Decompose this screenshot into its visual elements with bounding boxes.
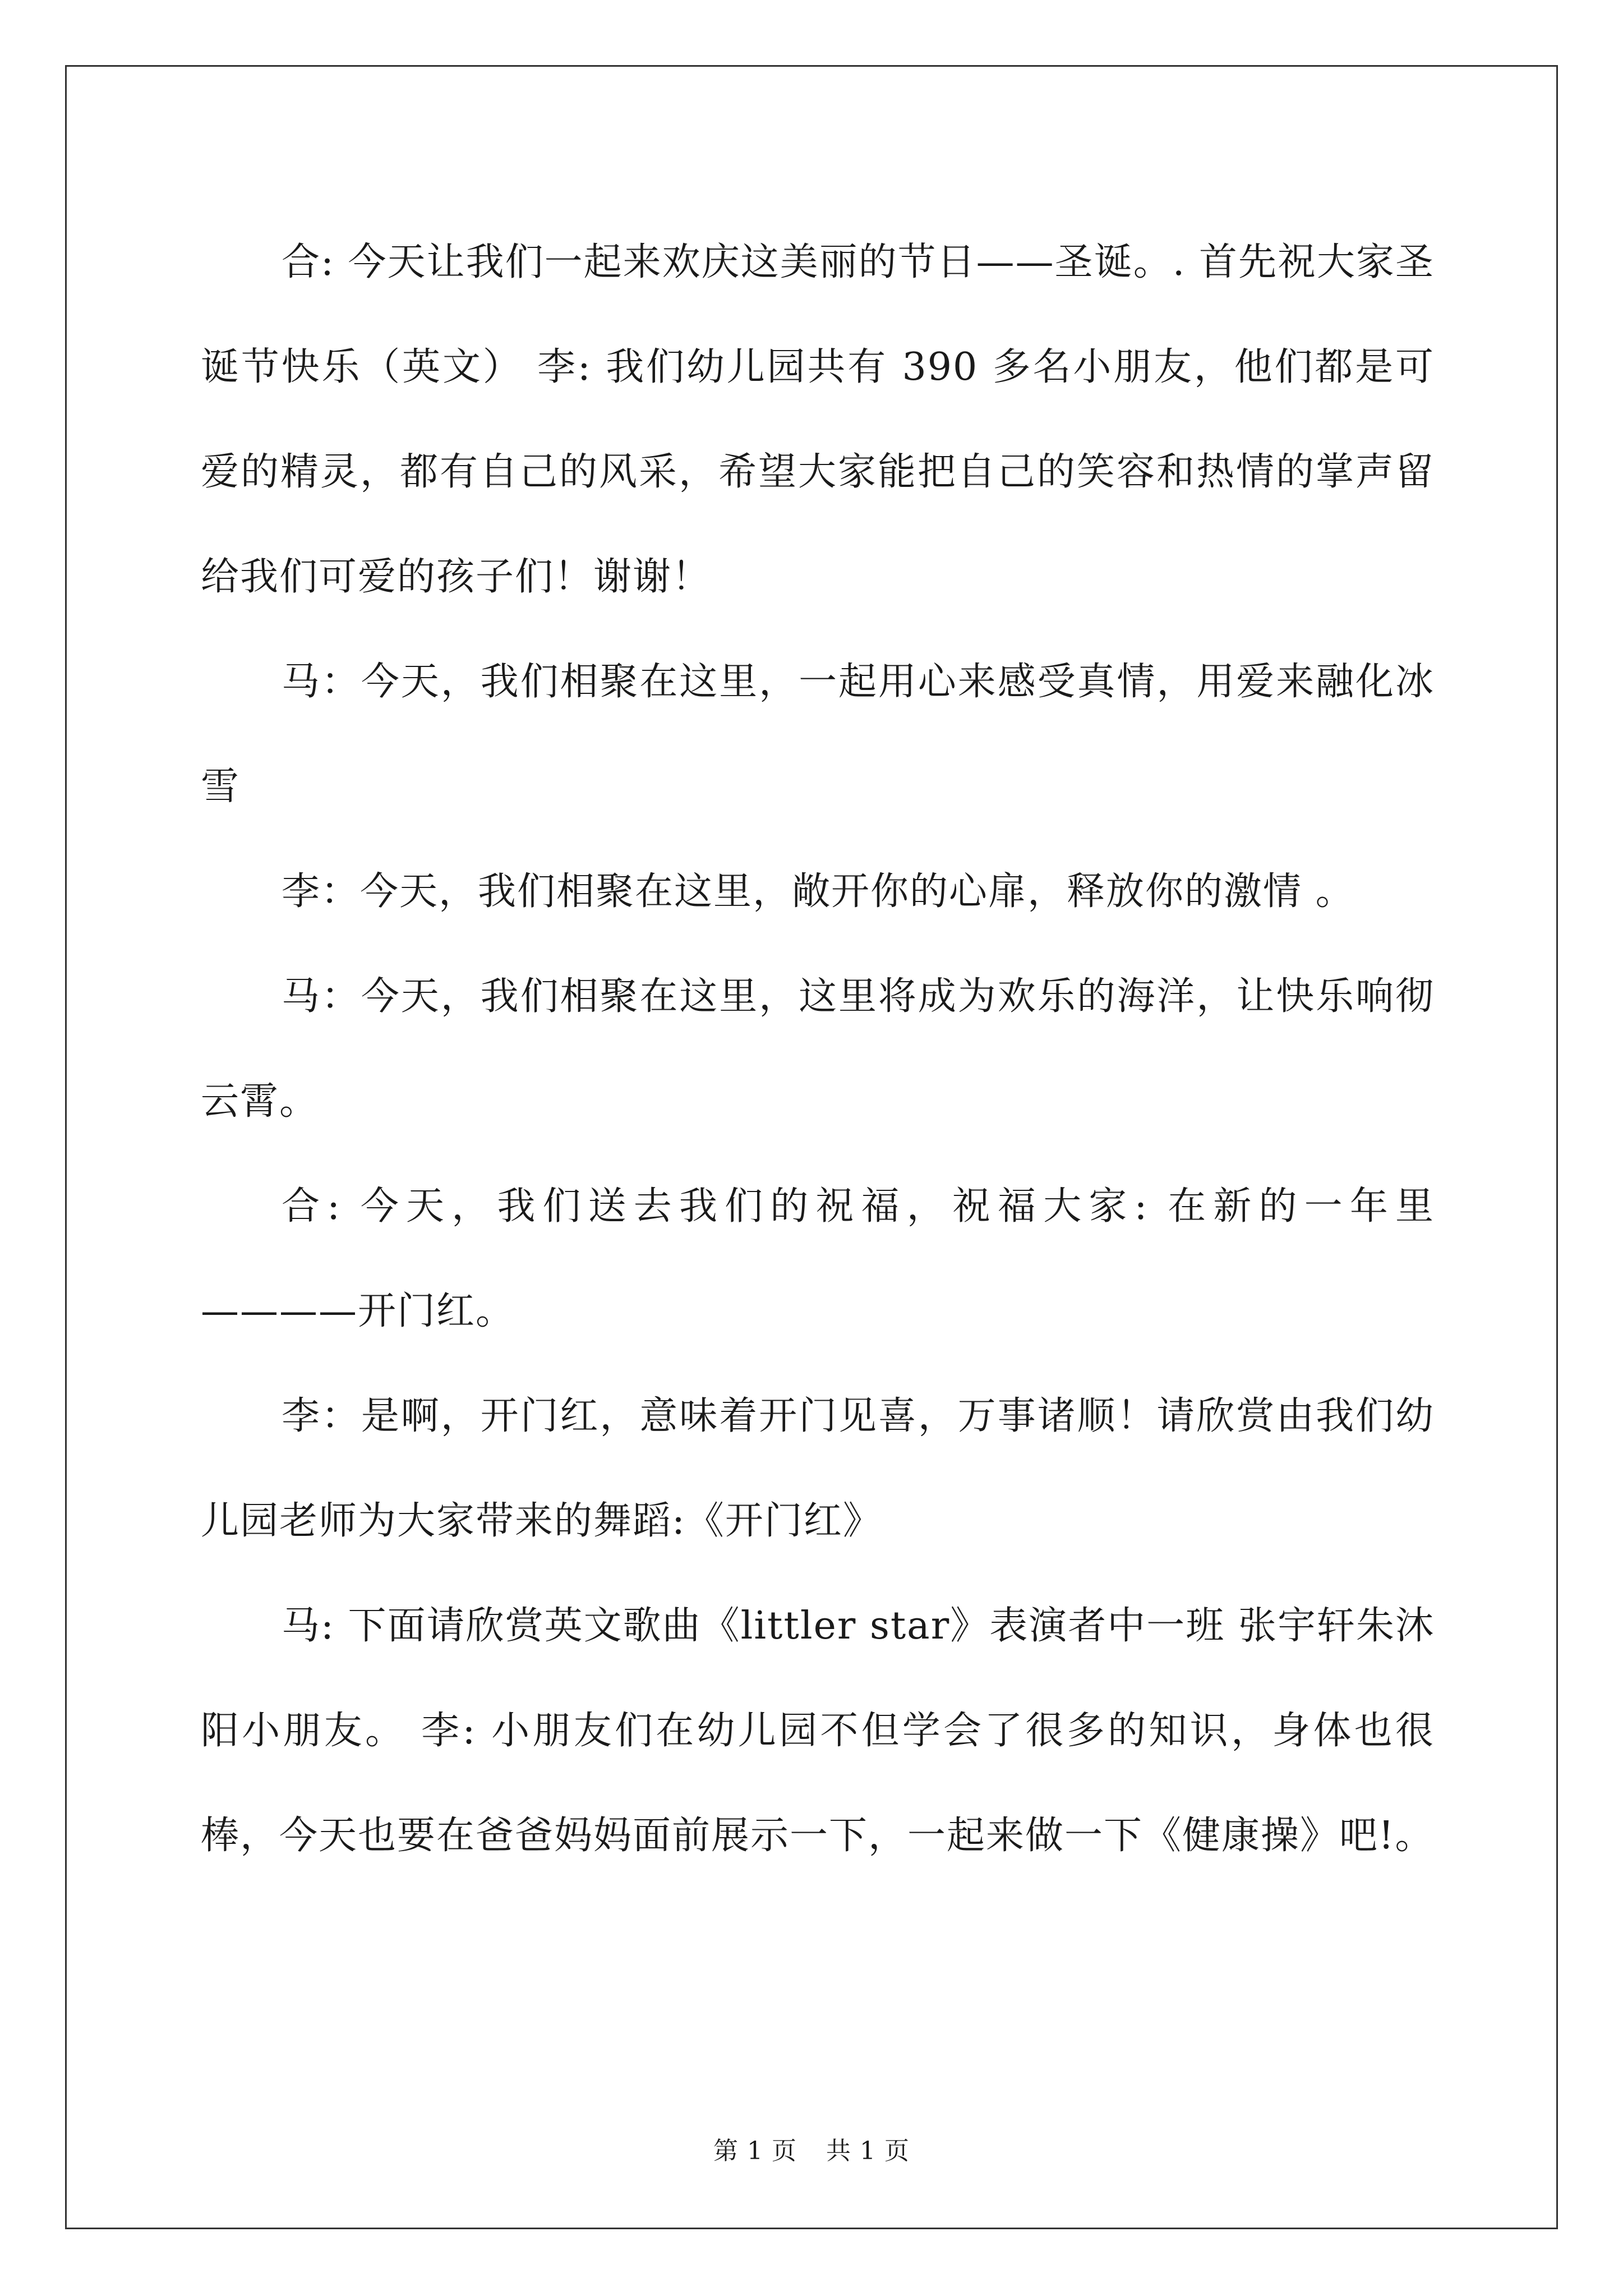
paragraph: 合: 今天让我们一起来欢庆这美丽的节日——圣诞。. 首先祝大家圣诞节快乐（英文） 李: 我们幼儿园共有 390 多名小朋友，他们都是可爱的精灵，都有自己的风采，希望大家能把自己的笑容和热情的掌声留给我们可爱的孩子们！谢谢！	[201, 240, 1435, 599]
page-number: 第 1 页	[713, 2137, 797, 2165]
page-total: 共 1 页	[826, 2137, 910, 2165]
paragraph: 马: 下面请欣赏英文歌曲《littler star》表演者中一班 张宇轩朱沐阳小朋友。 李: 小朋友们在幼儿园不但学会了很多的知识，身体也很棒，今天也要在爸爸妈妈面前展示一下，一起来做一下《健康操》吧!。	[201, 1604, 1435, 1858]
paragraph: 合: 今天，我们送去我们的祝福，祝福大家: 在新的一年里————开门红。	[201, 1184, 1435, 1333]
page-footer	[0, 2131, 1623, 2166]
paragraph: 马：今天，我们相聚在这里，这里将成为欢乐的海洋，让快乐响彻云霄。	[201, 974, 1435, 1124]
document-body	[201, 210, 1435, 1888]
paragraph: 李：是啊，开门红，意味着开门见喜，万事诸顺！请欣赏由我们幼儿园老师为大家带来的舞蹈:《开门红》	[201, 1394, 1435, 1543]
paragraph: 李：今天，我们相聚在这里，敞开你的心扉，释放你的激情 。	[282, 869, 1355, 914]
paragraph: 马：今天，我们相聚在这里，一起用心来感受真情，用爱来融化冰雪	[201, 660, 1435, 809]
